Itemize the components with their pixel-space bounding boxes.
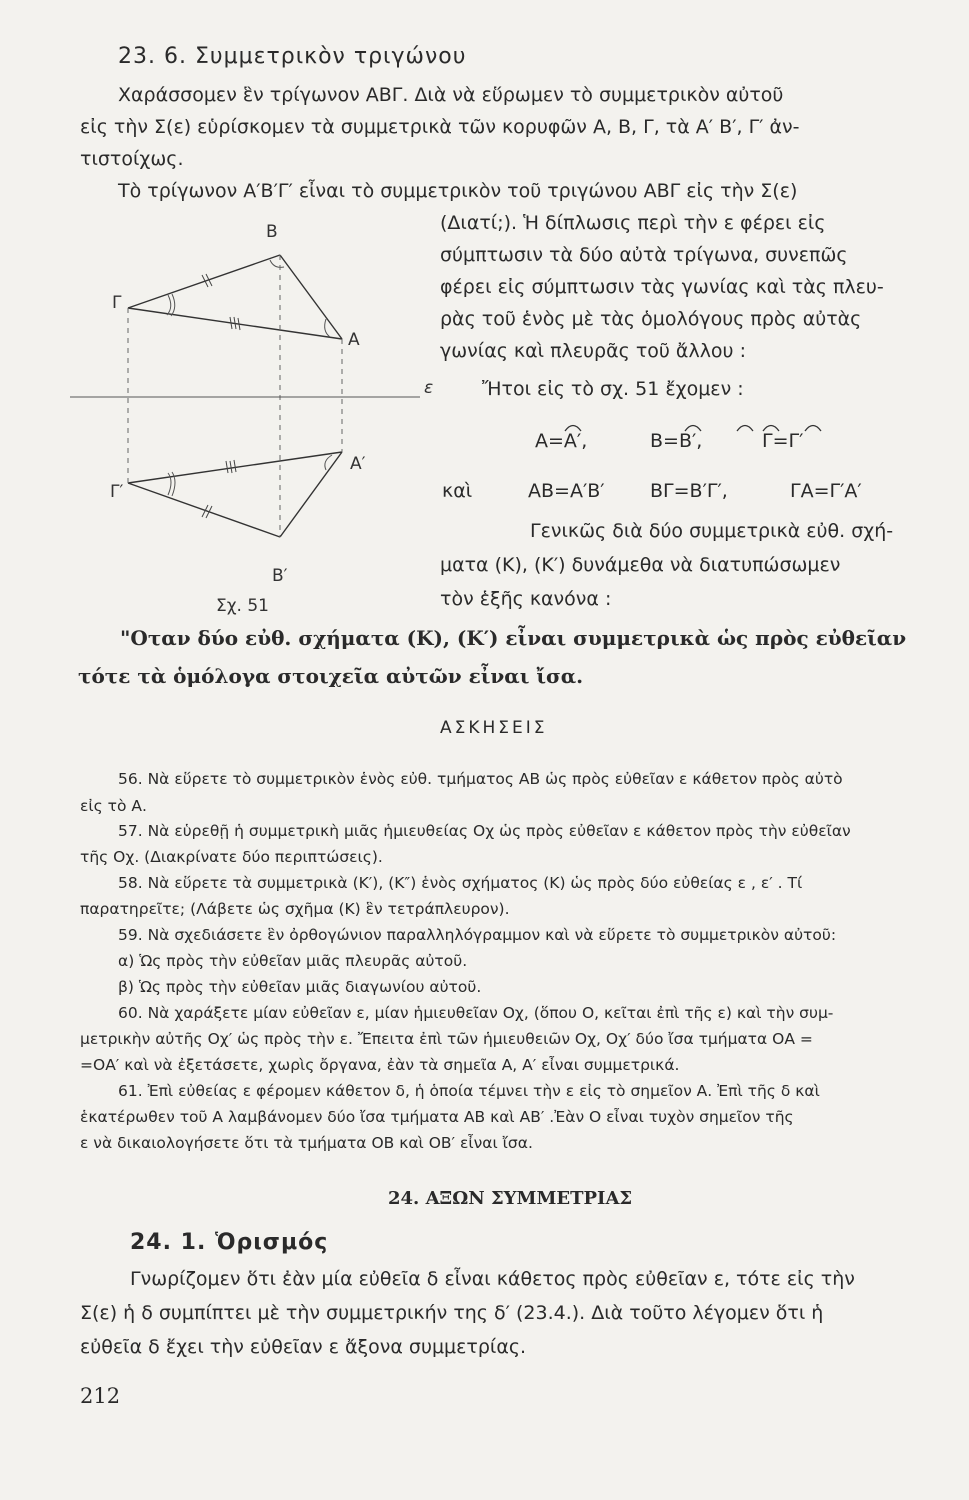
exercise-line: 59. Νὰ σχεδιάσετε ἓν ὀρθογώνιον παραλληλόγραμμον καὶ νὰ εὕρετε τὸ συμμετρικὸν αὐτοῦ:	[118, 926, 837, 944]
paragraph-line: φέρει εἰς σύμπτωσιν τὰς γωνίας καὶ τὰς πλευ-	[440, 276, 884, 298]
exercise-line: εἰς τὸ Α.	[80, 797, 147, 815]
side-equality: ΑΒ=Α′Β′	[528, 480, 605, 502]
exercise-line: ἑκατέρωθεν τοῦ Α λαμβάνομεν δύο ἴσα τμήματα ΑΒ καὶ ΑΒ′ .Ἐὰν Ο εἶναι τυχὸν σημεῖον τῆς	[80, 1108, 794, 1126]
section-title: 23. 6. Συμμετρικὸν τριγώνου	[118, 44, 467, 69]
exercise-line: β) Ὡς πρὸς τὴν εὐθεῖαν μιᾶς διαγωνίου αὐτοῦ.	[118, 978, 482, 996]
paragraph-line: Τὸ τρίγωνον Α′Β′Γ′ εἶναι τὸ συμμετρικὸν τοῦ τριγώνου ΑΒΓ εἰς τὴν Σ(ε)	[118, 180, 798, 202]
paragraph-line: (Διατί;). Ἡ δίπλωσις περὶ τὴν ε φέρει εἰς	[440, 212, 826, 234]
angle-equality: Α=Α′,	[535, 430, 588, 452]
exercise-line: τῆς Οχ. (Διακρίνατε δύο περιπτώσεις).	[80, 848, 383, 866]
exercise-line: α) Ὡς πρὸς τὴν εὐθεῖαν μιᾶς πλευρᾶς αὐτοῦ.	[118, 952, 468, 970]
exercise-line: 58. Νὰ εὕρετε τὰ συμμετρικὰ (Κ′), (Κ″) ἑνὸς σχήματος (Κ) ὡς πρὸς δύο εὐθείας ε , ε′ . Τί	[118, 874, 803, 892]
paragraph-line: γωνίας καὶ πλευρᾶς τοῦ ἄλλου :	[440, 340, 746, 362]
angle-hat-marks	[535, 418, 865, 434]
exercise-line: ε νὰ δικαιολογήσετε ὅτι τὰ τμήματα ΟΒ καὶ ΟΒ′ εἶναι ἴσα.	[80, 1134, 533, 1152]
exercise-line: 57. Νὰ εὑρεθῇ ἡ συμμετρικὴ μιᾶς ἡμιευθείας Οχ ὡς πρὸς εὐθεῖαν ε κάθετον πρὸς τὴν εὐθεῖαν	[118, 822, 851, 840]
subsection-title: 24. 1. Ὁρισμός	[130, 1230, 329, 1255]
exercise-line: 61. Ἐπὶ εὐθείας ε φέρομεν κάθετον δ, ἡ ὁποία τέμνει τὴν ε εἰς τὸ σημεῖον Α. Ἐπὶ τῆς δ καὶ	[118, 1082, 820, 1100]
side-equality: ΓΑ=Γ′Α′	[790, 480, 862, 502]
paragraph-line: Χαράσσομεν ἓν τρίγωνον ΑΒΓ. Διὰ νὰ εὕρωμεν τὸ συμμετρικὸν αὐτοῦ	[118, 84, 784, 106]
exercise-line: =ΟΑ′ καὶ νὰ ἐξετάσετε, χωρὶς ὄργανα, ἐὰν τὰ σημεῖα Α, Α′ εἶναι συμμετρικά.	[80, 1056, 680, 1074]
paragraph-line: Γνωρίζομεν ὅτι ἐὰν μία εὐθεῖα δ εἶναι κάθετος πρὸς εὐθεῖαν ε, τότε εἰς τὴν	[130, 1268, 855, 1290]
paragraph-line: εἰς τὴν Σ(ε) εὑρίσκομεν τὰ συμμετρικὰ τῶν κορυφῶν Α, Β, Γ, τὰ Α′ Β′, Γ′ ἀν-	[80, 116, 800, 138]
exercise-line: 60. Νὰ χαράξετε μίαν εὐθεῖαν ε, μίαν ἡμιευθεῖαν Οχ, (ὅπου Ο, κεῖται ἐπὶ τῆς ε) καὶ τὴν συμ-	[118, 1004, 834, 1022]
chapter-title: 24. ΑΞΩΝ ΣΥΜΜΕΤΡΙΑΣ	[388, 1188, 633, 1209]
figure-51	[60, 215, 440, 625]
paragraph-line: τιστοίχως.	[80, 148, 184, 170]
label-e: ε	[424, 378, 434, 398]
label-B: Β	[266, 222, 278, 242]
exercise-line: 56. Νὰ εὕρετε τὸ συμμετρικὸν ἑνὸς εὐθ. τμήματος ΑΒ ὡς πρὸς εὐθεῖαν ε κάθετον πρὸς αὐτὸ	[118, 770, 843, 788]
paragraph-line: σύμπτωσιν τὰ δύο αὐτὰ τρίγωνα, συνεπῶς	[440, 244, 848, 266]
exercises-heading: ΑΣΚΗΣΕΙΣ	[440, 718, 548, 738]
figure-caption: Σχ. 51	[216, 596, 270, 616]
label-A1: Α′	[350, 454, 366, 474]
exercise-line: μετρικὴν αὐτῆς Οχ′ ὡς πρὸς τὴν ε. Ἔπειτα ἐπὶ τῶν ἡμιευθειῶν Οχ, Οχ′ δύο ἴσα τμήματα ΟΑ =	[80, 1030, 813, 1048]
angle-equality: Γ=Γ′	[762, 430, 804, 452]
label-A: Α	[348, 330, 360, 350]
paragraph-line: τὸν ἑξῆς κανόνα :	[440, 588, 612, 610]
label-B1: Β′	[272, 566, 288, 586]
exercise-line: παρατηρεῖτε; (Λάβετε ὡς σχῆμα (Κ) ἓν τετράπλευρον).	[80, 900, 510, 918]
paragraph-line: ρὰς τοῦ ἑνὸς μὲ τὰς ὁμολόγους πρὸς αὐτὰς	[440, 308, 862, 330]
rule-line: "Οταν δύο εὐθ. σχήματα (Κ), (Κ′) εἶναι συμμετρικὰ ὡς πρὸς εὐθεῖαν	[120, 626, 907, 650]
paragraph-line: Γενικῶς διὰ δύο συμμετρικὰ εὐθ. σχή-	[530, 520, 894, 542]
label-G: Γ	[112, 293, 122, 313]
and-word: καὶ	[442, 480, 473, 502]
paragraph-line: Σ(ε) ἡ δ συμπίπτει μὲ τὴν συμμετρικήν της δ′ (23.4.). Διὰ τοῦτο λέγομεν ὅτι ἡ	[80, 1302, 824, 1324]
paragraph-line: εὐθεῖα δ ἔχει τὴν εὐθεῖαν ε ἄξονα συμμετρίας.	[80, 1336, 527, 1358]
paragraph-line: ματα (Κ), (Κ′) δυνάμεθα νὰ διατυπώσωμεν	[440, 554, 841, 576]
page-number: 212	[80, 1384, 121, 1408]
rule-line: τότε τὰ ὁμόλογα στοιχεῖα αὐτῶν εἶναι ἴσα.	[78, 664, 584, 688]
paragraph-line: Ἤτοι εἰς τὸ σχ. 51 ἔχομεν :	[482, 378, 744, 400]
angle-equality: Β=Β′,	[650, 430, 703, 452]
side-equality: ΒΓ=Β′Γ′,	[650, 480, 728, 502]
label-G1: Γ′	[110, 482, 124, 502]
